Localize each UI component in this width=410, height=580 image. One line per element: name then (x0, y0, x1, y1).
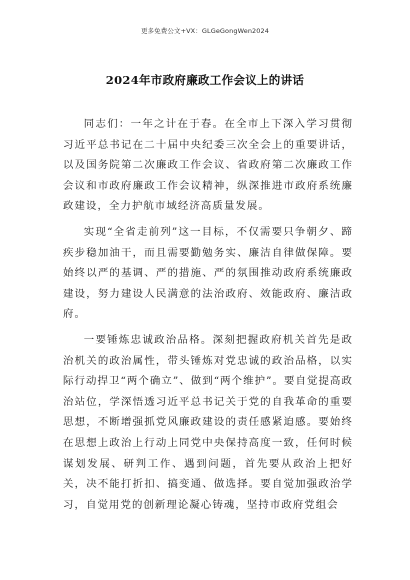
paragraph: 实现“全省走前列”这一目标，不仅需要只争朝夕、蹄疾步稳加油干，而且需要勤勉务实、廉洁自律做保障。要始终以严的基调、严的措施、严的氛围推动政府系统廉政建设，努力建设人民满意的法治政府、效能政府、廉洁政府。 (63, 225, 353, 321)
document-body (63, 114, 353, 520)
document-title: 2024年市政府廉政工作会议上的讲话 (105, 73, 305, 87)
paragraph: 同志们：一年之计在于春。在全市上下深入学习贯彻习近平总书记在二十届中央纪委三次全会上的重要讲话，以及国务院第二次廉政工作会议、省政府第二次廉政工作会议和市政府廉政工作会议精神，纵深推进市政府系统廉政建设，全力护航市域经济高质量发展。 (63, 118, 353, 213)
header-note: 更多免费公文+VX：GLGeGongWen2024 (140, 27, 269, 35)
paragraph: 一要锤炼忠诚政治品格。深刻把握政府机关首先是政治机关的政治属性，带头锤炼对党忠诚的政治品格，以实际行动捍卫“两个确立”、做到“两个维护”。要自觉提高政治站位，学深悟透习近平总书记关于党的自我革命的重要思想，不断增强抓党风廉政建设的责任感紧迫感。要始终在思想上政治上行动上同党中央保持高度一致，任何时候谋划发展、研判工作、遇到问题，首先要从政治上把好关，决不能打折扣、搞变通、做选择。要自觉加强政治学习，自觉用党的创新理论凝心铸魂，坚持市政府党组会 (63, 333, 353, 511)
